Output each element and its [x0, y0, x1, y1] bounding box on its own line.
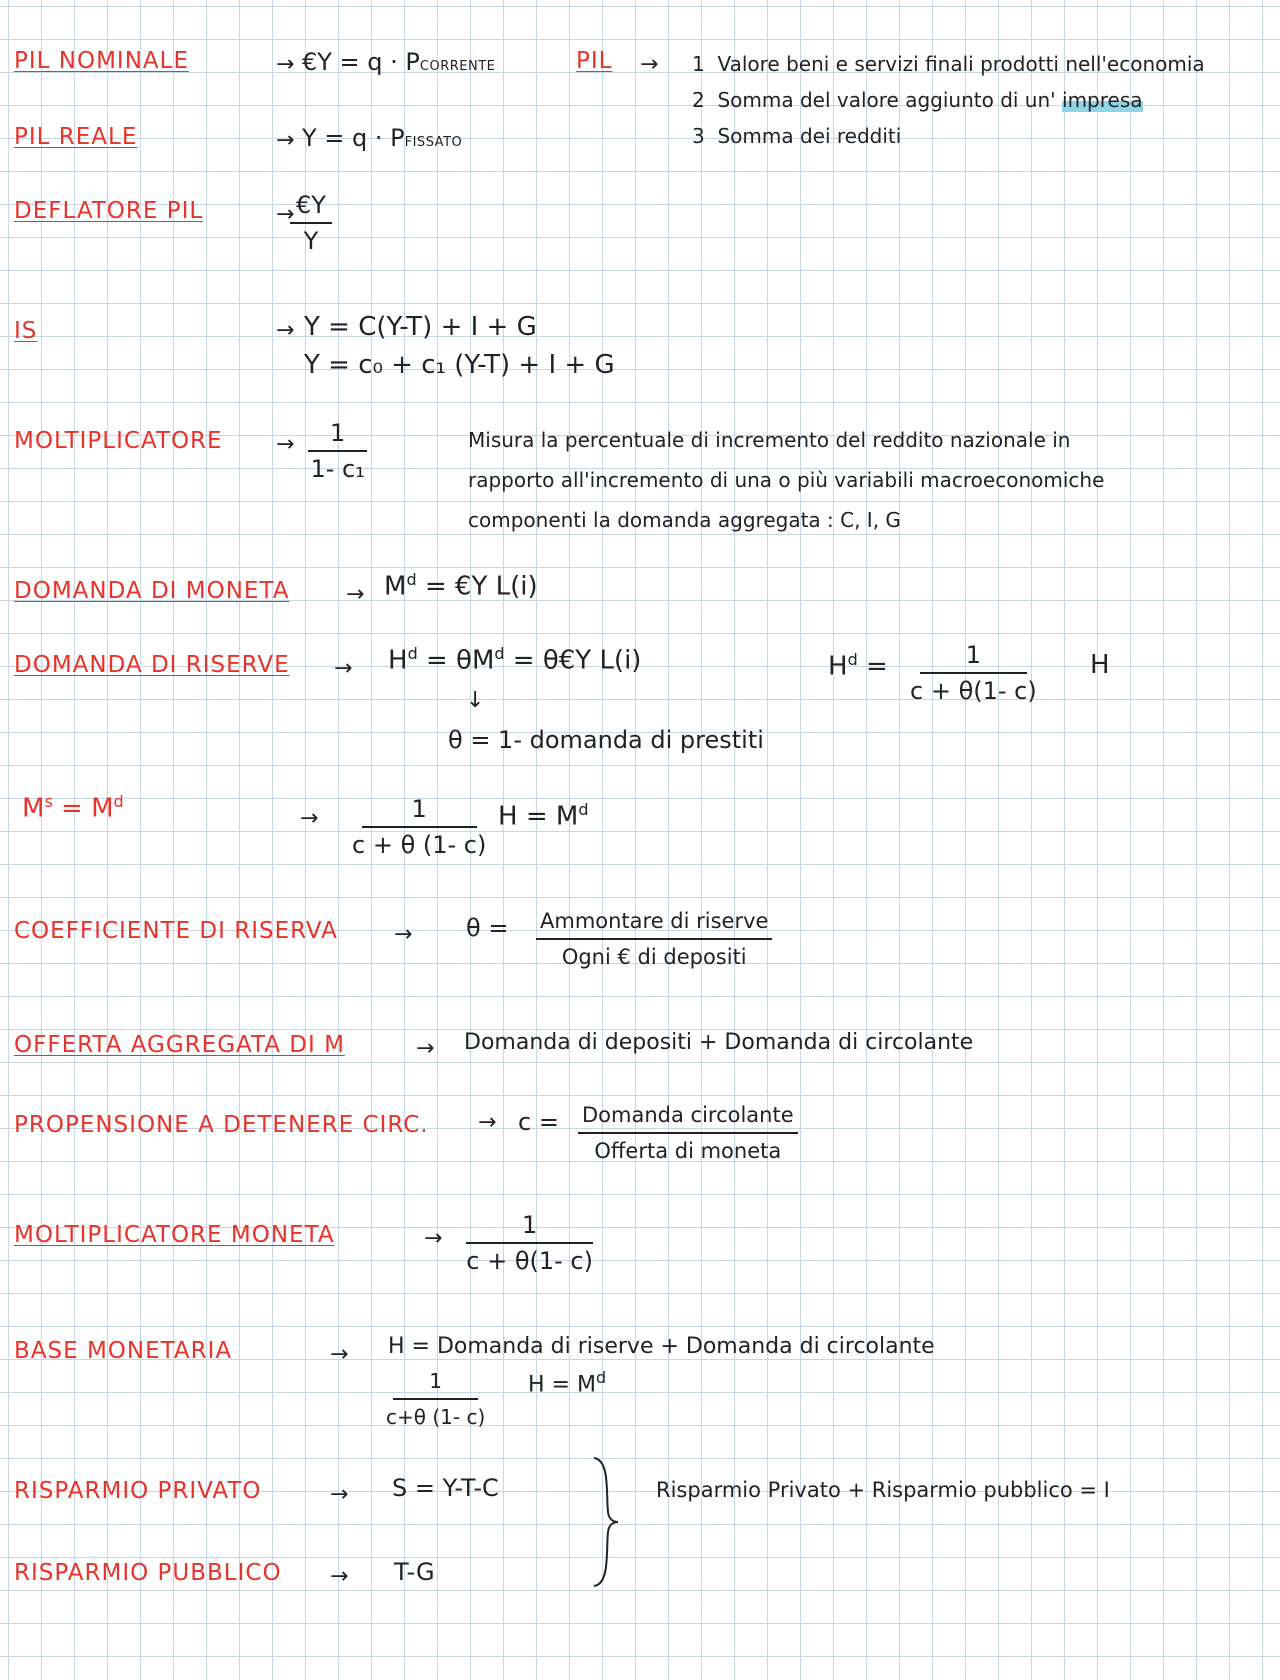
fraction-numerator: 1 [308, 418, 367, 452]
formula-pil-reale [302, 124, 462, 152]
base-monetaria-text: H = Domanda di riserve + Domanda di circolante [388, 1334, 935, 1359]
pil-def-highlight: impresa [1062, 88, 1143, 112]
fraction-denominator: Offerta di moneta [594, 1139, 782, 1163]
label-risparmio-pubblico: RISPARMIO PUBBLICO [14, 1560, 282, 1586]
fraction-moltiplicatore-moneta [466, 1210, 593, 1276]
fraction-deflatore [290, 190, 332, 256]
formula-superscript: d [407, 644, 418, 663]
fraction-numerator: Domanda circolante [578, 1100, 798, 1134]
fraction-numerator: Ammontare di riserve [536, 906, 772, 940]
risparmio-note: Risparmio Privato + Risparmio pubblico = I [656, 1478, 1110, 1502]
arrow-icon: → [424, 1226, 443, 1251]
arrow-icon: → [346, 582, 365, 607]
arrow-icon: → [330, 1482, 349, 1507]
formula-mid: = θM [417, 645, 495, 676]
fraction-denominator: Y [303, 227, 319, 255]
arrow-icon: → [276, 318, 295, 343]
formula-domanda-moneta [384, 570, 538, 602]
pil-def-item-3 [692, 124, 901, 148]
formula-hd-right: H [1090, 650, 1110, 680]
formula-main: €Y = q · P [302, 48, 420, 76]
formula-pil-nominale [302, 48, 495, 76]
fraction-numerator: 1 [920, 640, 1027, 674]
arrow-icon: → [300, 806, 319, 831]
formula-symbol: H [388, 645, 408, 676]
formula-main: Y = q · P [302, 124, 405, 152]
formula-domanda-riserve [388, 644, 641, 676]
formula-risparmio-privato: S = Y-T-C [392, 1474, 499, 1502]
formula-base-monetaria-after [528, 1368, 606, 1397]
label-pil: PIL [576, 48, 613, 74]
arrow-icon: → [478, 1110, 497, 1135]
formula-risparmio-pubblico: T-G [394, 1558, 435, 1586]
pil-def-text: Somma dei redditi [717, 124, 902, 148]
formula-superscript: d [595, 1368, 607, 1387]
label-deflatore-pil: DEFLATORE PIL [14, 198, 204, 224]
fraction-ms-md [352, 794, 486, 860]
formula-superscript: d [578, 800, 589, 819]
fraction-moltiplicatore [308, 418, 367, 484]
formula-subscript: CORRENTE [419, 59, 496, 74]
formula-equals: = [857, 651, 888, 682]
formula-is-2: Y = c₀ + c₁ (Y-T) + I + G [304, 350, 615, 380]
label-moltiplicatore-moneta: MOLTIPLICATORE MONETA [14, 1222, 335, 1248]
fraction-denominator: 1- c₁ [310, 455, 365, 483]
formula-superscript: d [406, 570, 417, 589]
arrow-icon: → [394, 922, 413, 947]
offerta-text: Domanda di depositi + Domanda di circolante [464, 1030, 974, 1055]
formula-rest: H = M [498, 801, 579, 832]
theta-note: θ = 1- domanda di prestiti [448, 726, 764, 754]
label-ms-sup: s [44, 792, 53, 811]
pil-def-text: Valore beni e servizi finali prodotti nell'economia [717, 52, 1205, 76]
formula-symbol: H [828, 651, 848, 682]
arrow-icon: → [276, 432, 295, 457]
formula-rest: H = M [528, 1372, 596, 1398]
fraction-denominator: c + θ(1- c) [466, 1247, 593, 1275]
arrow-icon: → [640, 52, 659, 77]
fraction-denominator: c + θ(1- c) [910, 677, 1037, 705]
formula-superscript: d [494, 644, 505, 663]
moltiplicatore-desc-2: rapporto all'incremento di una o più variabili macroeconomiche [468, 468, 1105, 492]
label-risparmio-privato: RISPARMIO PRIVATO [14, 1478, 262, 1504]
pil-def-num: 3 [692, 124, 705, 148]
coefficiente-lhs: θ = [466, 914, 509, 942]
fraction-numerator: 1 [362, 794, 477, 828]
formula-is-1: Y = C(Y-T) + I + G [304, 312, 537, 342]
arrow-icon: → [330, 1564, 349, 1589]
pil-def-item-2 [692, 88, 1143, 112]
label-ms-md [22, 792, 124, 824]
label-base-monetaria: BASE MONETARIA [14, 1338, 233, 1364]
fraction-numerator: 1 [393, 1366, 478, 1400]
fraction-propensione [578, 1100, 798, 1166]
label-moltiplicatore: MOLTIPLICATORE [14, 428, 223, 454]
label-offerta-aggregata: OFFERTA AGGREGATA DI M [14, 1032, 345, 1058]
pil-def-num: 1 [692, 52, 705, 76]
formula-rest: = θ€Y L(i) [504, 645, 642, 676]
right-brace-icon [588, 1454, 622, 1590]
formula-symbol: M [384, 571, 407, 602]
label-coefficiente-riserva: COEFFICIENTE DI RISERVA [14, 918, 338, 944]
label-eq-md: = M [52, 793, 114, 824]
fraction-denominator: c + θ (1- c) [352, 831, 487, 859]
fraction-coefficiente [536, 906, 772, 972]
formula-hd [828, 650, 888, 682]
fraction-denominator: c+θ (1- c) [386, 1405, 486, 1429]
label-pil-nominale: PIL NOMINALE [14, 48, 189, 74]
formula-rest: = €Y L(i) [416, 571, 538, 602]
label-domanda-riserve: DOMANDA DI RISERVE [14, 652, 290, 678]
pil-def-text: Somma del valore aggiunto di un' [717, 88, 1063, 112]
fraction-numerator: 1 [466, 1210, 593, 1244]
formula-ms-md-after [498, 800, 588, 832]
arrow-icon: → [276, 202, 295, 227]
arrow-icon: → [416, 1036, 435, 1061]
down-arrow-icon: ↓ [466, 688, 485, 713]
label-domanda-moneta: DOMANDA DI MONETA [14, 578, 290, 604]
label-md-sup: d [113, 792, 124, 811]
fraction-denominator: Ogni € di depositi [561, 945, 747, 969]
fraction-numerator: €Y [290, 190, 332, 224]
fraction-base-monetaria [386, 1366, 485, 1432]
label-propensione: PROPENSIONE A DETENERE CIRC. [14, 1112, 429, 1138]
formula-superscript: d [847, 650, 858, 669]
arrow-icon: → [334, 656, 353, 681]
arrow-icon: → [276, 52, 295, 77]
fraction-hd [910, 640, 1037, 706]
pil-def-item-1 [692, 52, 1205, 76]
formula-subscript: FISSATO [404, 135, 463, 150]
moltiplicatore-desc-3: componenti la domanda aggregata : C, I, G [468, 508, 901, 532]
moltiplicatore-desc-1: Misura la percentuale di incremento del reddito nazionale in [468, 428, 1071, 452]
pil-def-num: 2 [692, 88, 705, 112]
arrow-icon: → [276, 128, 295, 153]
label-ms: M [22, 793, 45, 824]
label-is: IS [14, 318, 38, 344]
propensione-lhs: c = [518, 1108, 559, 1136]
label-pil-reale: PIL REALE [14, 124, 138, 150]
arrow-icon: → [330, 1342, 349, 1367]
